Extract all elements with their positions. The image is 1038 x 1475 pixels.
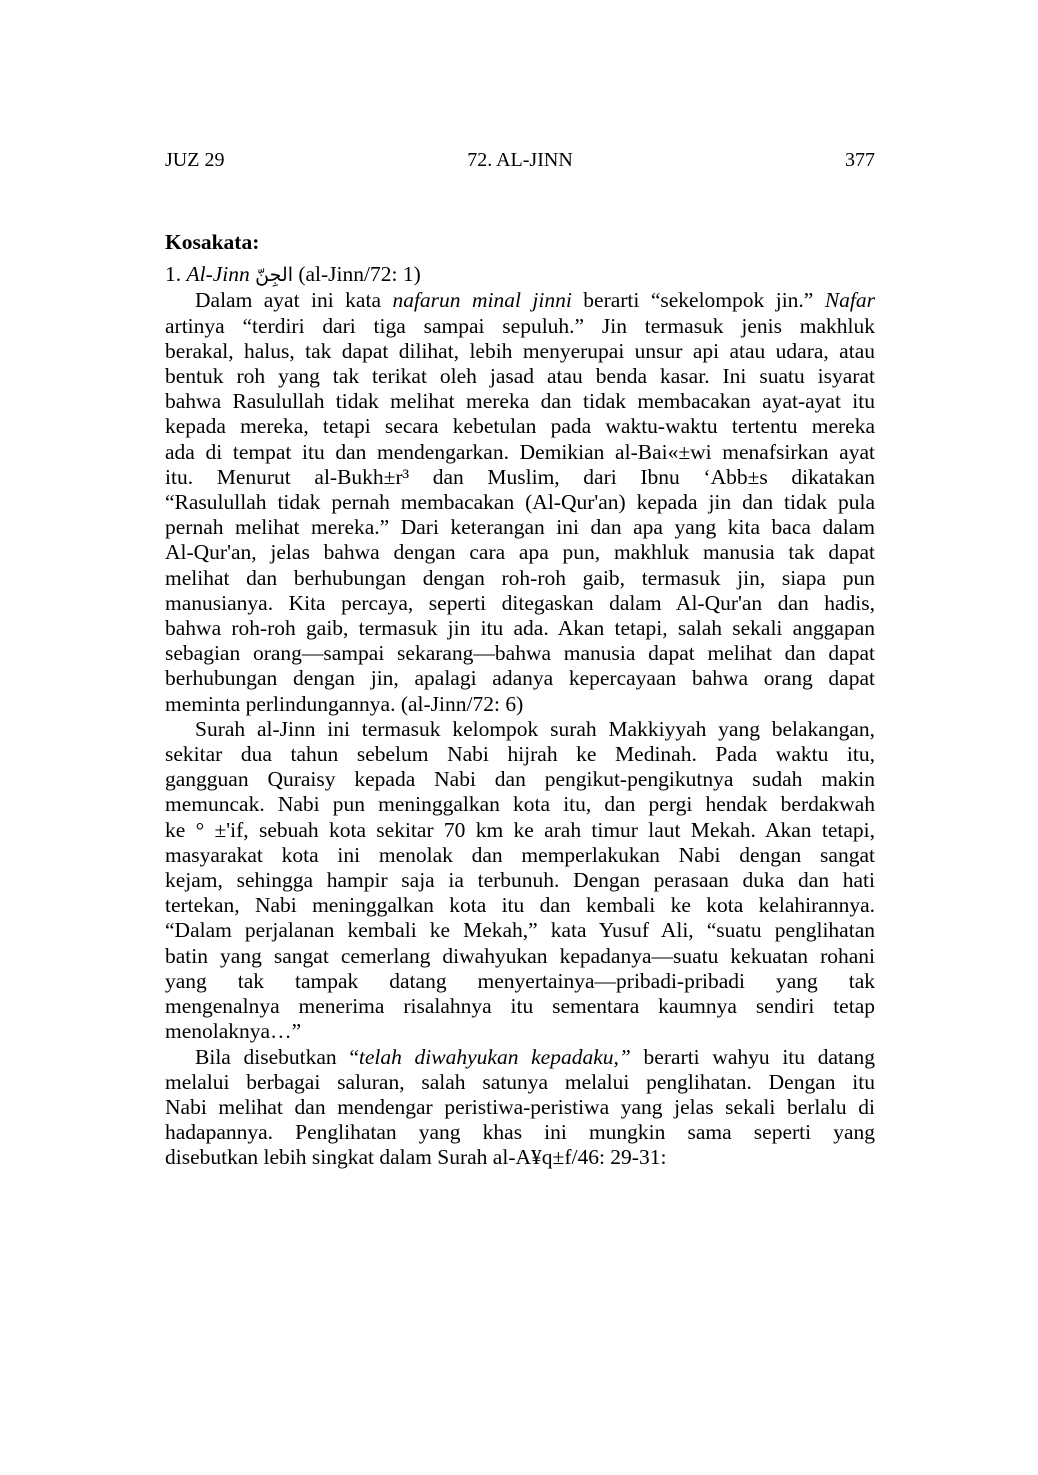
term-latin: Al-Jinn [186, 262, 250, 287]
text-run: ada di tempat itu dan mendengarkan. Demikian al-Bai«±wi menafsirkan ayat [165, 439, 875, 464]
text-line [165, 843, 875, 868]
text-run: melihat dan berhubungan dengan roh-roh gaib, termasuk jin, siapa pun [165, 565, 875, 590]
text-run: masyarakat kota ini menolak dan memperlakukan Nabi dengan sangat [165, 842, 875, 867]
text-line [165, 767, 875, 792]
text-run: sebagian orang—sampai sekarang—bahwa manusia dapat melihat dan dapat [165, 641, 875, 666]
text-run: hadapannya. Penglihatan yang khas ini mungkin sama seperti yang [165, 1120, 875, 1145]
text-run: “Rasulullah tidak pernah membacakan (Al-Qur'an) kepada jin dan tidak pula [165, 490, 875, 515]
paragraph [165, 1045, 875, 1171]
text-run: Surah al-Jinn ini termasuk kelompok surah Makkiyyah yang belakangan, [195, 716, 875, 741]
text-line [165, 1120, 875, 1145]
text-line [165, 893, 875, 918]
text-run: itu. Menurut al-Bukh±r³ dan Muslim, dari Ibnu ‘Abb±s dikatakan [165, 464, 875, 489]
text-line [165, 1019, 875, 1044]
text-line [165, 1095, 875, 1120]
text-run: pernah melihat mereka.” Dari keterangan ini dan apa yang kita baca dalam [165, 515, 875, 540]
text-line [165, 566, 875, 591]
body-paragraphs [165, 288, 875, 1170]
text-line [165, 792, 875, 817]
text-line [165, 1070, 875, 1095]
term-number: 1. [165, 262, 182, 287]
text-line [165, 490, 875, 515]
text-run: manusianya. Kita percaya, seperti ditegaskan dalam Al-Qur'an dan hadis, [165, 590, 875, 615]
text-run: kejam, sehingga hampir saja ia terbunuh. Dengan perasaan duka dan hati [165, 868, 875, 893]
text-run: berarti wahyu itu datang [630, 1044, 875, 1069]
text-run: berarti “sekelompok jin.” [571, 288, 825, 313]
text-run: artinya “terdiri dari tiga sampai sepuluh.” Jin termasuk jenis makhluk [165, 313, 875, 338]
text-run: batin yang sangat cemerlang diwahyukan kepadanya—suatu kekuatan rohani [165, 943, 875, 968]
text-line [165, 641, 875, 666]
text-line [165, 465, 875, 490]
text-run: berhubungan dengan jin, apalagi adanya kepercayaan bahwa orang dapat [165, 666, 875, 691]
text-line [165, 339, 875, 364]
text-run: Nabi melihat dan mendengar peristiwa-peristiwa yang jelas sekali berlalu di [165, 1094, 875, 1119]
text-line [165, 414, 875, 439]
text-run: gangguan Quraisy kepada Nabi dan pengikut-pengikutnya sudah makin [165, 767, 875, 792]
paragraph [165, 717, 875, 1045]
text-line [165, 994, 875, 1019]
text-run: memuncak. Nabi pun meninggalkan kota itu, dan pergi hendak berdakwah [165, 792, 875, 817]
text-run: “Dalam perjalanan kembali ke Mekah,” kata Yusuf Ali, “suatu penglihatan [165, 918, 875, 943]
italic-term: nafarun minal jinni [392, 288, 572, 313]
text-line [165, 969, 875, 994]
surah-title: 72. AL-JINN [467, 149, 573, 171]
text-run: menolaknya…” [165, 1019, 302, 1044]
text-line [165, 742, 875, 767]
text-line [165, 868, 875, 893]
text-run: Dalam ayat ini kata [195, 288, 393, 313]
text-line [165, 364, 875, 389]
juz-label: JUZ 29 [165, 149, 225, 171]
text-line [165, 314, 875, 339]
text-run: berakal, halus, tak dapat dilihat, lebih menyerupai unsur api atau udara, atau [165, 338, 875, 363]
text-line [165, 1145, 875, 1170]
text-run: meminta perlindungannya. (al-Jinn/72: 6) [165, 691, 524, 716]
italic-term: Nafar [824, 288, 875, 313]
text-run: ke ° ±'if, sebuah kota sekitar 70 km ke arah timur laut Mekah. Akan tetapi, [165, 817, 875, 842]
text-line [165, 944, 875, 969]
text-run: kepada mereka, tetapi secara kebetulan pada waktu-waktu tertentu mereka [165, 414, 875, 439]
text-line [165, 515, 875, 540]
page-number: 377 [845, 149, 875, 171]
text-run: bahwa Rasulullah tidak melihat mereka dan tidak membacakan ayat-ayat itu [165, 389, 875, 414]
text-run: Bila disebutkan “ [195, 1044, 359, 1069]
text-run: disebutkan lebih singkat dalam Surah al-A¥q±f/46: 29-31: [165, 1145, 667, 1170]
text-run: melalui berbagai saluran, salah satunya melalui penglihatan. Dengan itu [165, 1069, 875, 1094]
text-run: bahwa roh-roh gaib, termasuk jin itu ada. Akan tetapi, salah sekali anggapan [165, 616, 875, 641]
text-line [165, 1045, 875, 1070]
text-line [165, 616, 875, 641]
text-run: mengenalnya menerima risalahnya itu sementara kaumnya sendiri tetap [165, 994, 875, 1019]
section-heading: Kosakata: [165, 230, 260, 254]
text-line [165, 440, 875, 465]
vocabulary-term [165, 262, 875, 288]
italic-term: telah diwahyukan kepadaku,” [358, 1044, 631, 1069]
text-line [165, 666, 875, 691]
text-line [165, 288, 875, 313]
page-body [165, 230, 875, 1171]
paragraph [165, 288, 875, 716]
text-run: sekitar dua tahun sebelum Nabi hijrah ke Medinah. Pada waktu itu, [165, 742, 875, 767]
text-line [165, 818, 875, 843]
term-reference: (al-Jinn/72: 1) [298, 262, 421, 287]
text-line [165, 540, 875, 565]
text-line [165, 591, 875, 616]
text-line [165, 692, 875, 717]
running-header [165, 146, 875, 174]
text-run: Al-Qur'an, jelas bahwa dengan cara apa pun, makhluk manusia tak dapat [165, 540, 875, 565]
text-run: bentuk roh yang tak terikat oleh jasad atau benda kasar. Ini suatu isyarat [165, 364, 875, 389]
text-run: tertekan, Nabi meninggalkan kota itu dan kembali ke kota kelahirannya. [165, 893, 875, 918]
term-arabic: الجِنّ [255, 264, 293, 287]
text-line [165, 717, 875, 742]
text-line [165, 389, 875, 414]
text-run: yang tak tampak datang menyertainya—pribadi-pribadi yang tak [165, 968, 875, 993]
text-line [165, 918, 875, 943]
